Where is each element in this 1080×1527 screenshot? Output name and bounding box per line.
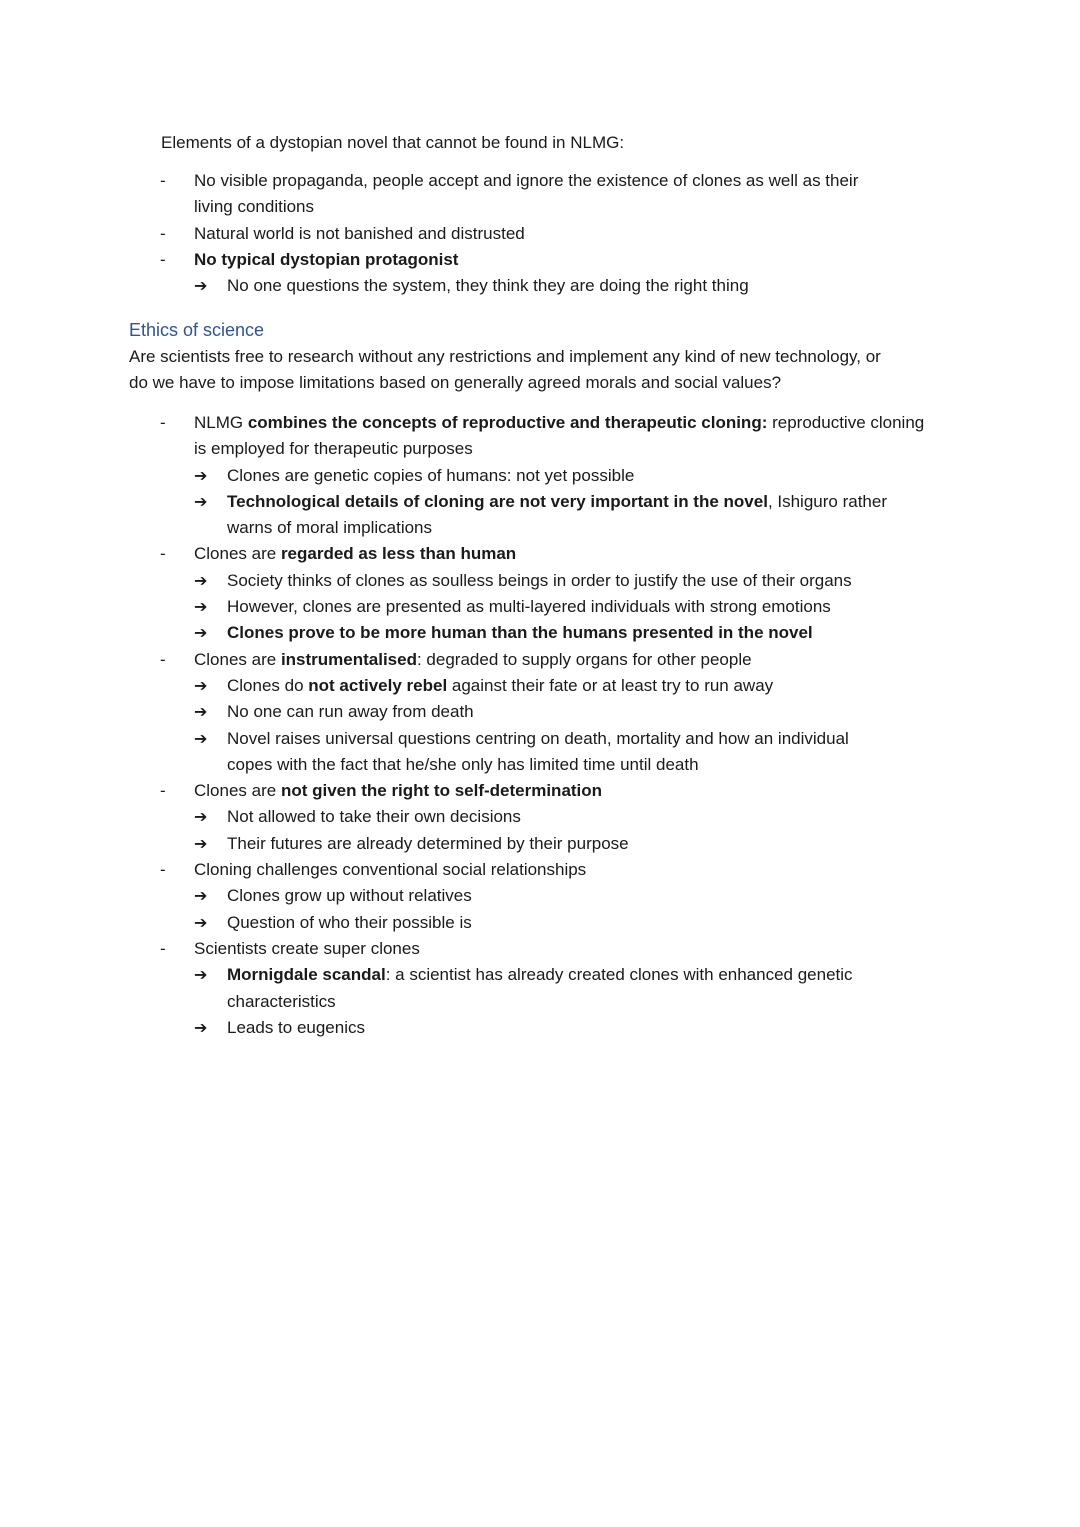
arrow-icon: ➔ [194, 491, 208, 511]
dash-bullet: - [160, 544, 166, 564]
list-item: - No typical dystopian protagonist ➔ No one questions the system, they think they are doing the right thing [0, 247, 974, 300]
list-item: - No visible propaganda, people accept and ignore the existence of clones as well as their living conditions [0, 168, 974, 221]
list-item: - NLMG combines the concepts of reproductive and therapeutic cloning: reproductive cloning is employed for therapeutic purposes ➔ Clones are genetic copies of humans: not yet possible ➔ Technological details of cloning are not very important in the novel, Ishiguro rather warns of moral implications [0, 410, 974, 541]
sub-list-item: ➔ No one can run away from death [194, 699, 974, 725]
arrow-icon: ➔ [194, 728, 208, 748]
sub-list-item: ➔ Novel raises universal questions centring on death, mortality and how an individual copes with the fact that he/she only has limited time until death [194, 726, 974, 779]
section-heading: Ethics of science [129, 320, 265, 340]
ethics-list [0, 410, 974, 1041]
sub-list-item: ➔ Question of who their possible is [194, 910, 974, 936]
arrow-icon: ➔ [194, 465, 208, 485]
arrow-icon: ➔ [194, 276, 208, 296]
sub-list-item: ➔ Mornigdale scandal: a scientist has already created clones with enhanced genetic characteristics [194, 962, 974, 1015]
arrow-icon: ➔ [194, 886, 208, 906]
arrow-icon: ➔ [194, 912, 208, 932]
section-question: Are scientists free to research without any restrictions and implement any kind of new technology, or do we have to impose limitations based on generally agreed morals and social values? [129, 347, 881, 393]
dash-bullet: - [160, 938, 166, 958]
arrow-icon: ➔ [194, 965, 208, 985]
dash-bullet: - [160, 781, 166, 801]
dystopia-intro: Elements of a dystopian novel that cannot be found in NLMG: [161, 133, 625, 152]
arrow-icon: ➔ [194, 570, 208, 590]
sub-list-item: ➔ No one questions the system, they think they are doing the right thing [194, 273, 974, 299]
dash-bullet: - [160, 413, 166, 432]
dash-bullet: - [160, 649, 166, 669]
sub-list-item: ➔ Leads to eugenics [194, 1015, 974, 1041]
arrow-icon: ➔ [194, 675, 208, 695]
list-item: - Scientists create super clones ➔ Mornigdale scandal: a scientist has already created clones with enhanced genetic characteristics ➔ Leads to eugenics [0, 936, 974, 1041]
sub-list-item: ➔ Society thinks of clones as soulless beings in order to justify the use of their organs [194, 568, 974, 594]
dash-bullet: - [160, 249, 166, 269]
list-item: - Clones are not given the right to self-determination ➔ Not allowed to take their own decisions ➔ Their futures are already determined by their purpose [0, 778, 974, 857]
sub-list-item: ➔ Clones do not actively rebel against their fate or at least try to run away [194, 673, 974, 699]
dystopia-elements-list [0, 168, 974, 299]
dash-bullet: - [160, 860, 166, 880]
arrow-icon: ➔ [194, 623, 208, 643]
arrow-icon: ➔ [194, 702, 208, 722]
arrow-icon: ➔ [194, 1017, 208, 1037]
sub-list-item: ➔ Clones grow up without relatives [194, 883, 974, 909]
arrow-icon: ➔ [194, 807, 208, 827]
sub-list-item: ➔ Their futures are already determined by their purpose [194, 831, 974, 857]
sub-list-item: ➔ Clones prove to be more human than the humans presented in the novel [194, 620, 974, 646]
sub-list-item: ➔ Technological details of cloning are not very important in the novel, Ishiguro rather warns of moral implications [194, 489, 974, 542]
list-item: - Clones are regarded as less than human ➔ Society thinks of clones as soulless beings in order to justify the use of their organs ➔ However, clones are presented as multi-layered individuals with strong emotions ➔ Clones prove to be more human than the humans presented in the novel [0, 541, 974, 646]
list-item: - Natural world is not banished and distrusted [0, 221, 974, 247]
sub-list-item: ➔ However, clones are presented as multi-layered individuals with strong emotions [194, 594, 974, 620]
dash-bullet: - [160, 223, 166, 243]
list-item: - Cloning challenges conventional social relationships ➔ Clones grow up without relatives ➔ Question of who their possible is [0, 857, 974, 936]
arrow-icon: ➔ [194, 597, 208, 617]
sub-list-item: ➔ Not allowed to take their own decisions [194, 804, 974, 830]
sub-list-item: ➔ Clones are genetic copies of humans: not yet possible [194, 463, 974, 489]
list-item: - Clones are instrumentalised: degraded to supply organs for other people ➔ Clones do not actively rebel against their fate or at least try to run away ➔ No one can run away from death ➔ Novel raises universal questions centring on death, mortality and how an individual copes with the fact that he/she only has limited time until death [0, 647, 974, 778]
dash-bullet: - [160, 171, 166, 190]
arrow-icon: ➔ [194, 833, 208, 853]
